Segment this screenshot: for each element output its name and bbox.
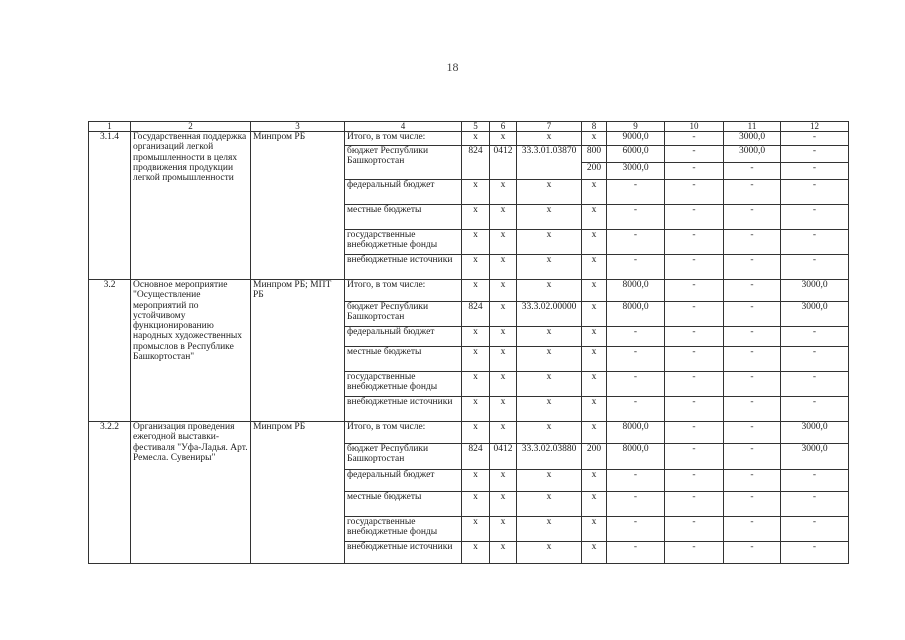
funding-source: внебюджетные источники: [345, 255, 462, 280]
column-number: 10: [665, 122, 724, 132]
cell-c8: х: [582, 230, 607, 255]
column-number: 9: [607, 122, 665, 132]
table-row: [89, 132, 849, 146]
funding-source: государственные внебюджетные фонды: [345, 230, 462, 255]
column-number: 5: [462, 122, 490, 132]
cell-c10: -: [665, 347, 724, 372]
cell-c6: х: [490, 470, 517, 492]
item-number: 3.1.4: [89, 132, 131, 280]
cell-c7: х: [517, 470, 582, 492]
funding-source: местные бюджеты: [345, 347, 462, 372]
measure-name: Государственная поддержка организаций легкой промышленности в целях продвижения продукции легкой промышленности: [131, 132, 251, 280]
cell-c5: х: [462, 280, 490, 302]
cell-c6: х: [490, 517, 517, 542]
cell-c8: х: [582, 492, 607, 517]
cell-c9: -: [607, 470, 665, 492]
cell-c8: х: [582, 327, 607, 347]
column-number: 4: [345, 122, 462, 132]
cell-c6: х: [490, 422, 517, 444]
cell-c6: х: [490, 347, 517, 372]
cell-c11: -: [724, 280, 781, 302]
cell-c9: -: [607, 517, 665, 542]
cell-c7: х: [517, 372, 582, 397]
cell-c5: х: [462, 492, 490, 517]
cell-c12: -: [781, 132, 849, 146]
column-number: 6: [490, 122, 517, 132]
cell-c11: -: [724, 517, 781, 542]
cell-c11: -: [724, 422, 781, 444]
cell-c7: 33.3.02.03880: [517, 444, 582, 470]
cell-c7: х: [517, 327, 582, 347]
cell-c5: х: [462, 422, 490, 444]
cell-c12: 3000,0: [781, 422, 849, 444]
funding-source: государственные внебюджетные фонды: [345, 517, 462, 542]
cell-c11: -: [724, 492, 781, 517]
cell-c10: -: [665, 280, 724, 302]
cell-c7: х: [517, 542, 582, 564]
cell-c8: х: [582, 470, 607, 492]
cell-c10: -: [665, 327, 724, 347]
funding-source: Итого, в том числе:: [345, 132, 462, 146]
cell-c9: -: [607, 180, 665, 205]
table-row: [89, 280, 849, 302]
cell-c7: 33.3.02.00000: [517, 302, 582, 327]
cell-c8: х: [582, 397, 607, 422]
cell-c9: -: [607, 397, 665, 422]
cell-c11: -: [724, 470, 781, 492]
cell-c10: -: [665, 180, 724, 205]
cell-c9: -: [607, 347, 665, 372]
cell-c9: -: [607, 372, 665, 397]
funding-source: внебюджетные источники: [345, 542, 462, 564]
cell-c9: -: [607, 255, 665, 280]
funding-source: местные бюджеты: [345, 492, 462, 517]
cell-c12: -: [781, 146, 849, 163]
cell-c6: х: [490, 255, 517, 280]
funding-source: внебюджетные источники: [345, 397, 462, 422]
cell-c6: 0412: [490, 444, 517, 470]
cell-c7: х: [517, 492, 582, 517]
executor: Минпром РБ: [251, 422, 345, 564]
cell-c12: 3000,0: [781, 302, 849, 327]
cell-c6: х: [490, 180, 517, 205]
cell-c10: -: [665, 205, 724, 230]
cell-c12: -: [781, 347, 849, 372]
cell-c11: -: [724, 327, 781, 347]
funding-source: бюджет Республики Башкортостан: [345, 146, 462, 180]
cell-c9: 3000,0: [607, 163, 665, 180]
cell-c8: х: [582, 132, 607, 146]
cell-c12: 3000,0: [781, 444, 849, 470]
cell-c10: -: [665, 302, 724, 327]
cell-c6: х: [490, 327, 517, 347]
cell-c7: х: [517, 422, 582, 444]
funding-source: федеральный бюджет: [345, 327, 462, 347]
column-number: 1: [89, 122, 131, 132]
cell-c5: х: [462, 230, 490, 255]
cell-c5: 824: [462, 146, 490, 180]
cell-c7: х: [517, 180, 582, 205]
cell-c11: -: [724, 205, 781, 230]
cell-c11: -: [724, 180, 781, 205]
cell-c8: х: [582, 205, 607, 230]
cell-c6: 0412: [490, 146, 517, 180]
cell-c11: -: [724, 347, 781, 372]
cell-c9: 6000,0: [607, 146, 665, 163]
column-number: 11: [724, 122, 781, 132]
cell-c6: х: [490, 230, 517, 255]
cell-c9: -: [607, 205, 665, 230]
cell-c10: -: [665, 146, 724, 163]
cell-c9: 8000,0: [607, 302, 665, 327]
cell-c11: -: [724, 255, 781, 280]
cell-c5: х: [462, 517, 490, 542]
cell-c5: х: [462, 347, 490, 372]
funding-source: федеральный бюджет: [345, 180, 462, 205]
funding-source: Итого, в том числе:: [345, 280, 462, 302]
cell-c11: 3000,0: [724, 132, 781, 146]
cell-c8: х: [582, 372, 607, 397]
executor: Минпром РБ; МПТ РБ: [251, 280, 345, 422]
cell-c8: х: [582, 422, 607, 444]
funding-source: Итого, в том числе:: [345, 422, 462, 444]
cell-c12: -: [781, 163, 849, 180]
cell-c7: х: [517, 255, 582, 280]
funding-source: местные бюджеты: [345, 205, 462, 230]
cell-c12: -: [781, 470, 849, 492]
funding-table: [88, 121, 849, 564]
cell-c5: 824: [462, 444, 490, 470]
cell-c9: 9000,0: [607, 132, 665, 146]
cell-c6: х: [490, 205, 517, 230]
cell-c6: х: [490, 397, 517, 422]
executor: Минпром РБ: [251, 132, 345, 280]
cell-c12: -: [781, 517, 849, 542]
funding-source: федеральный бюджет: [345, 470, 462, 492]
cell-c5: х: [462, 180, 490, 205]
cell-c10: -: [665, 397, 724, 422]
cell-c6: х: [490, 302, 517, 327]
cell-c9: 8000,0: [607, 280, 665, 302]
funding-source: бюджет Республики Башкортостан: [345, 444, 462, 470]
cell-c10: -: [665, 470, 724, 492]
cell-c5: х: [462, 327, 490, 347]
cell-c7: 33.3.01.03870: [517, 146, 582, 180]
cell-c11: -: [724, 230, 781, 255]
measure-name: Основное мероприятие "Осуществление мероприятий по устойчивому функционированию народных художественных промыслов в Республике Башкортостан": [131, 280, 251, 422]
cell-c11: 3000,0: [724, 146, 781, 163]
cell-c6: х: [490, 132, 517, 146]
cell-c12: -: [781, 255, 849, 280]
cell-c5: х: [462, 542, 490, 564]
cell-c9: -: [607, 492, 665, 517]
cell-c11: -: [724, 302, 781, 327]
column-number: 2: [131, 122, 251, 132]
cell-c10: -: [665, 542, 724, 564]
table-body: [89, 132, 849, 564]
cell-c8: х: [582, 302, 607, 327]
cell-c11: -: [724, 163, 781, 180]
cell-c7: х: [517, 517, 582, 542]
cell-c12: 3000,0: [781, 280, 849, 302]
cell-c8: 200: [582, 444, 607, 470]
cell-c7: х: [517, 280, 582, 302]
cell-c10: -: [665, 163, 724, 180]
funding-source: государственные внебюджетные фонды: [345, 372, 462, 397]
cell-c8: х: [582, 347, 607, 372]
cell-c7: х: [517, 132, 582, 146]
cell-c8: х: [582, 280, 607, 302]
item-number: 3.2: [89, 280, 131, 422]
cell-c11: -: [724, 372, 781, 397]
page-number: 18: [446, 60, 459, 74]
cell-c8: х: [582, 180, 607, 205]
cell-c8: х: [582, 255, 607, 280]
cell-c11: -: [724, 397, 781, 422]
cell-c10: -: [665, 444, 724, 470]
cell-c12: -: [781, 542, 849, 564]
cell-c5: х: [462, 372, 490, 397]
cell-c10: -: [665, 132, 724, 146]
cell-c7: х: [517, 397, 582, 422]
cell-c12: -: [781, 230, 849, 255]
column-number: 12: [781, 122, 849, 132]
cell-c9: 8000,0: [607, 444, 665, 470]
cell-c10: -: [665, 372, 724, 397]
cell-c8: 800: [582, 146, 607, 163]
column-number-row: [89, 122, 849, 132]
cell-c5: х: [462, 397, 490, 422]
table-row: [89, 422, 849, 444]
cell-c10: -: [665, 517, 724, 542]
cell-c5: х: [462, 470, 490, 492]
cell-c5: 824: [462, 302, 490, 327]
cell-c12: -: [781, 492, 849, 517]
cell-c12: -: [781, 327, 849, 347]
cell-c11: -: [724, 542, 781, 564]
cell-c6: х: [490, 542, 517, 564]
cell-c6: х: [490, 492, 517, 517]
cell-c10: -: [665, 230, 724, 255]
cell-c6: х: [490, 372, 517, 397]
item-number: 3.2.2: [89, 422, 131, 564]
measure-name: Организация проведения ежегодной выставки-фестиваля "Уфа-Ладья. Арт. Ремесла. Сувениры": [131, 422, 251, 564]
cell-c5: х: [462, 255, 490, 280]
cell-c6: х: [490, 280, 517, 302]
cell-c8: х: [582, 542, 607, 564]
cell-c7: х: [517, 347, 582, 372]
cell-c10: -: [665, 492, 724, 517]
cell-c7: х: [517, 205, 582, 230]
column-number: 7: [517, 122, 582, 132]
cell-c7: х: [517, 230, 582, 255]
cell-c12: -: [781, 180, 849, 205]
column-number: 8: [582, 122, 607, 132]
cell-c8: 200: [582, 163, 607, 180]
cell-c11: -: [724, 444, 781, 470]
cell-c12: -: [781, 205, 849, 230]
cell-c5: х: [462, 205, 490, 230]
cell-c9: -: [607, 327, 665, 347]
cell-c8: х: [582, 517, 607, 542]
funding-source: бюджет Республики Башкортостан: [345, 302, 462, 327]
cell-c12: -: [781, 397, 849, 422]
cell-c10: -: [665, 255, 724, 280]
column-number: 3: [251, 122, 345, 132]
cell-c5: х: [462, 132, 490, 146]
cell-c9: -: [607, 230, 665, 255]
cell-c12: -: [781, 372, 849, 397]
cell-c9: -: [607, 542, 665, 564]
cell-c10: -: [665, 422, 724, 444]
cell-c9: 8000,0: [607, 422, 665, 444]
